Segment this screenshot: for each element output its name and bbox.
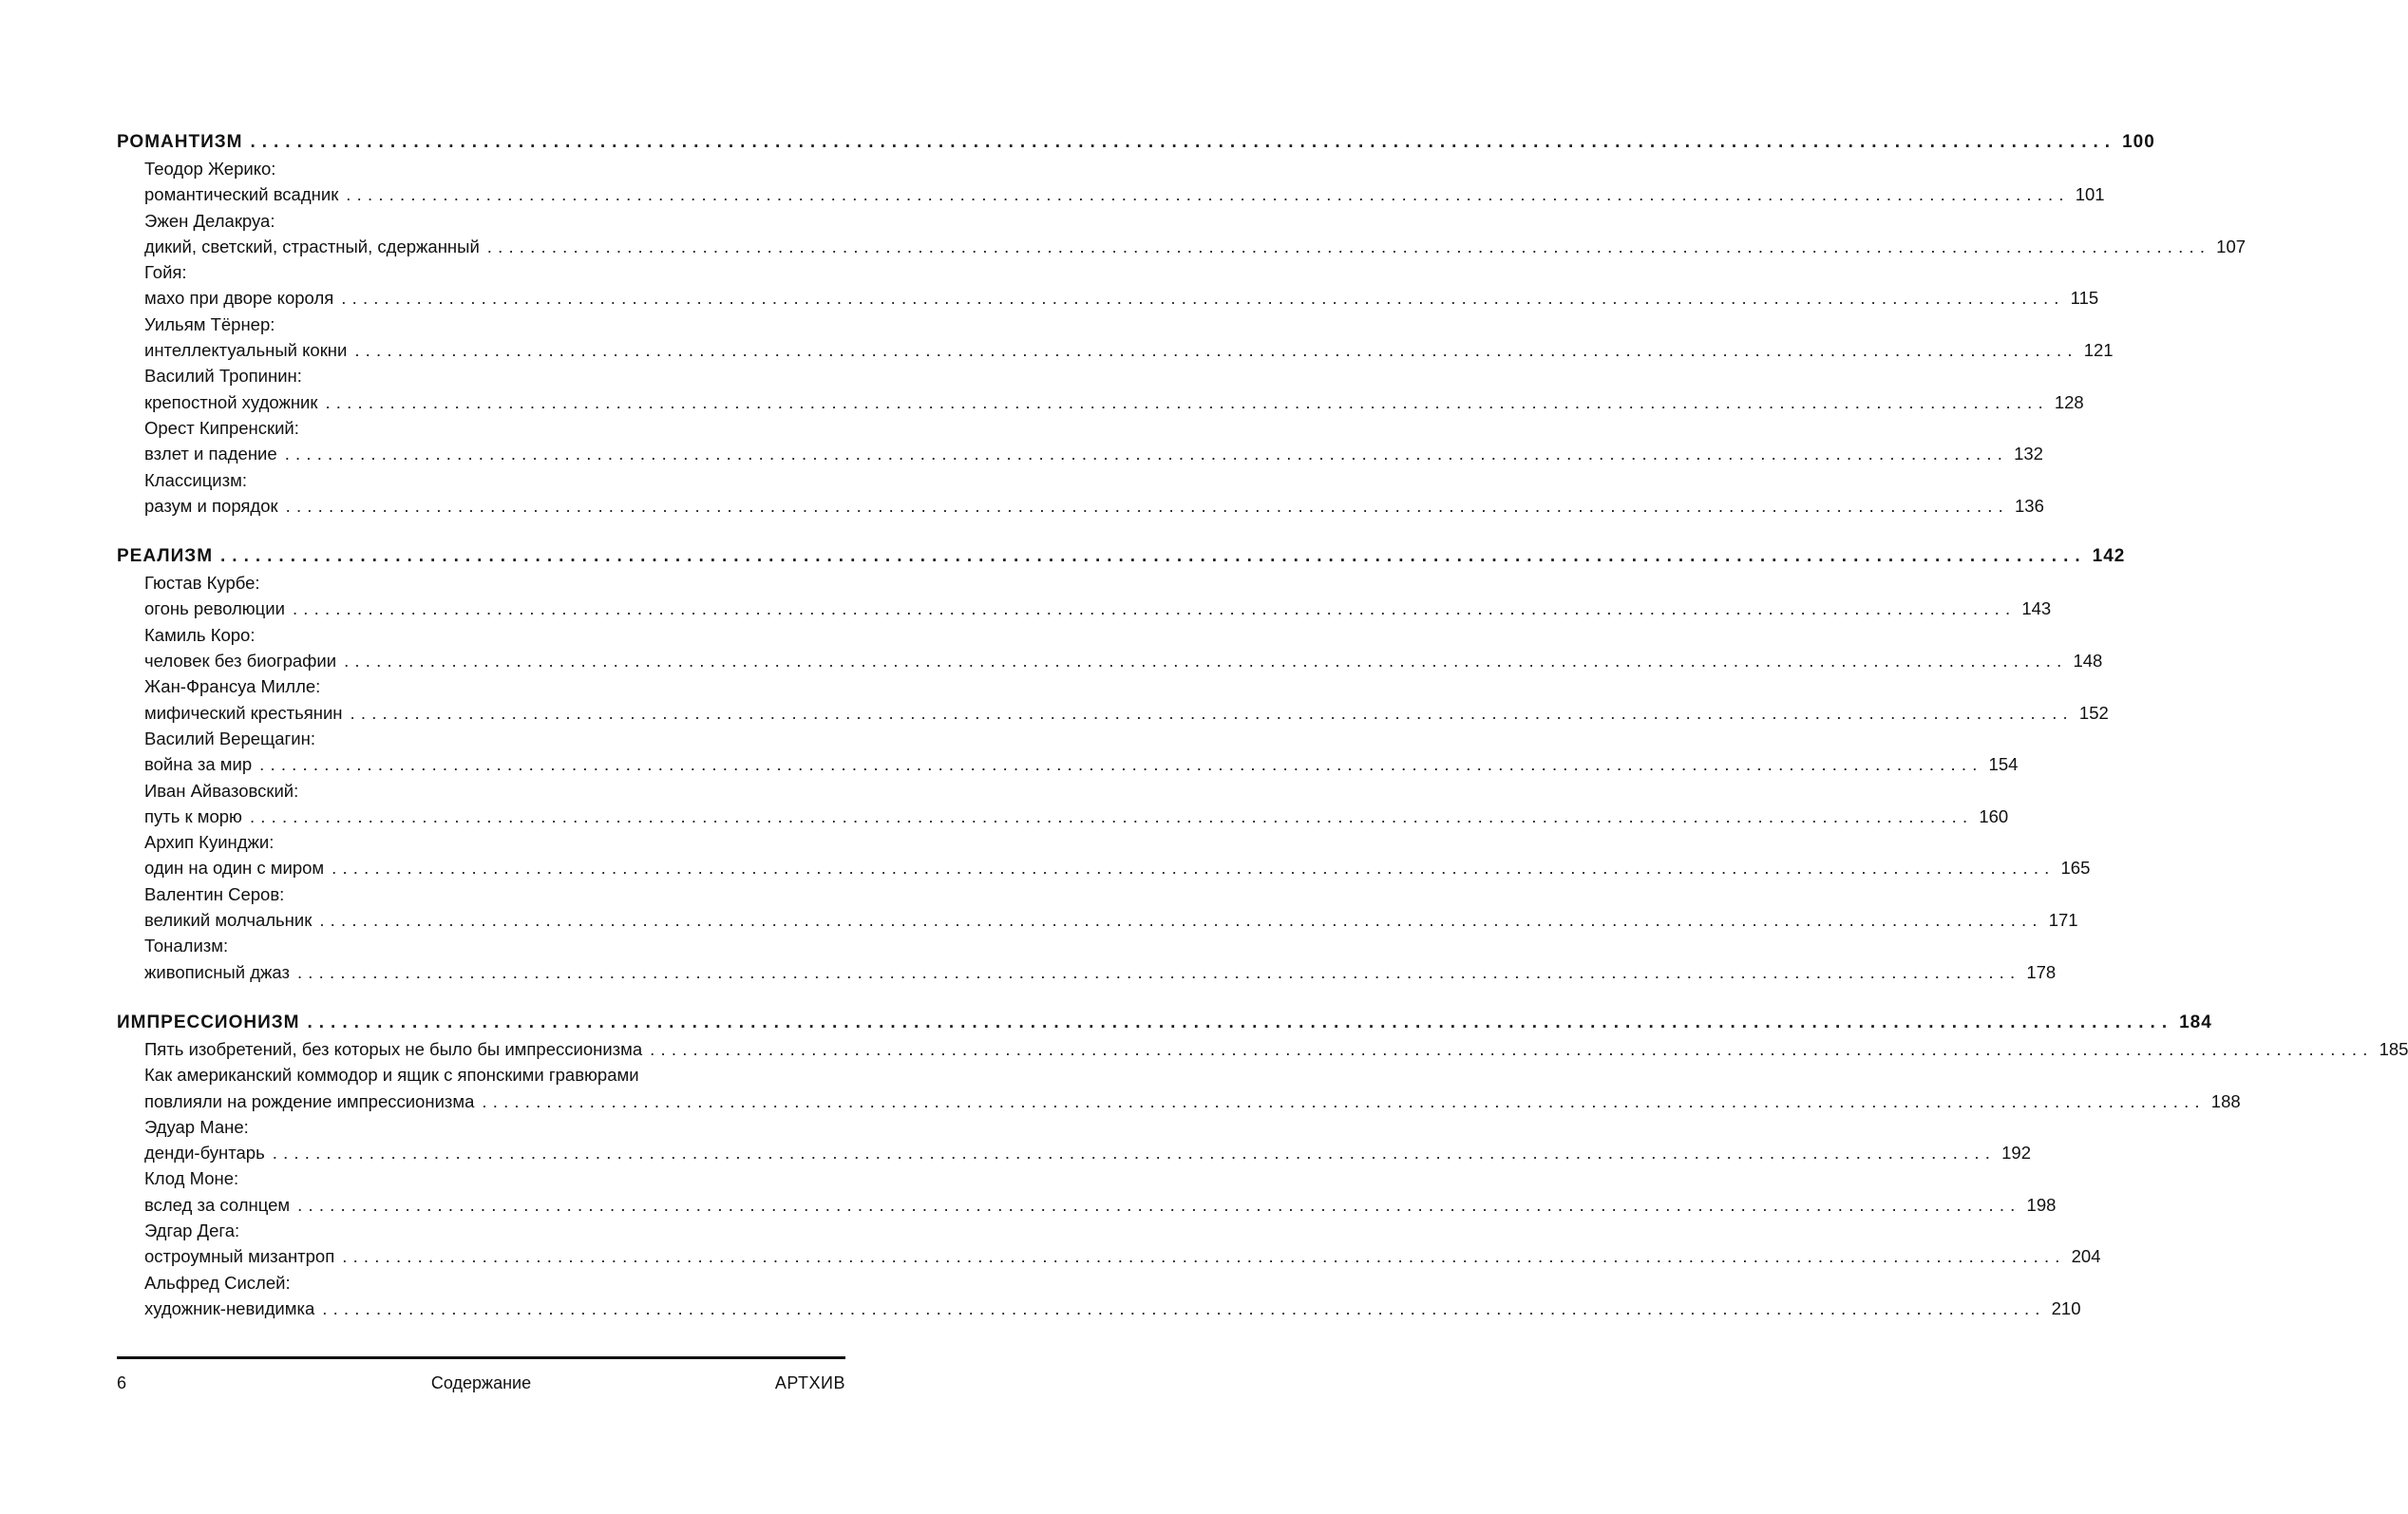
entry-subtitle-line [144,598,2052,624]
entry-page-number: 210 [2051,1297,2081,1318]
toc-entry [144,624,2103,677]
entry-title: Эдуар Мане: [144,1116,249,1137]
entry-title: Гюстав Курбе: [144,573,260,594]
entry-subtitle: повлияли на рождение импрессионизма [144,1090,475,1111]
entry-subtitle-line [144,340,2114,366]
dot-leader: ................................................................................................................................................................ [344,651,2068,672]
dot-leader: ................................................................................................................................................................ [307,1012,2174,1032]
entry-title-line [144,832,841,858]
toc-entry [144,159,2105,211]
entry-title-line [144,1065,841,1090]
page-footer [117,1373,845,1398]
dot-leader: ................................................................................................................................................................ [486,236,2211,256]
entry-title: Эжен Делакруа: [144,210,275,231]
dot-leader: ................................................................................................................................................................ [350,702,2074,723]
entry-page-number: 178 [2026,961,2057,982]
toc-entry [144,366,2084,418]
dot-leader: ................................................................................................................................................................ [341,288,2065,309]
toc-entry [144,417,2043,470]
entry-page-number: 107 [2216,236,2247,256]
toc-entry [144,780,2009,833]
entry-subtitle-line [144,651,2103,676]
toc-entry [144,469,2044,522]
entry-subtitle-line [144,1090,2241,1117]
entry-page-number: 160 [1979,805,2009,826]
entry-page-number: 143 [2021,598,2052,619]
entry-title: Как американский коммодор и ящик с японскими гравюрами [144,1065,639,1086]
section-heading [117,1012,2212,1039]
dot-leader: ................................................................................................................................................................ [296,961,2021,982]
entry-page-number: 204 [2071,1246,2101,1267]
entry-subtitle: художник-невидимка [144,1297,315,1318]
section-entries [117,1038,2408,1324]
toc-entry [144,1116,2031,1169]
entry-subtitle-line [144,858,2091,883]
entry-title-line [144,159,841,184]
toc-entry [144,262,2099,314]
entry-title-line [144,262,841,288]
entry-subtitle: великий молчальник [144,910,313,931]
dot-leader: ................................................................................................................................................................ [250,132,2117,152]
entry-subtitle-line [144,236,2247,262]
footer-brand: АРТХИВ [774,1373,845,1392]
footer-page-number: 6 [117,1373,127,1392]
entry-page-number: 198 [2026,1194,2057,1215]
entry-title: Василий Тропинин: [144,366,302,387]
entry-subtitle: живописный джаз [144,961,290,982]
dot-leader: ................................................................................................................................................................ [482,1090,2206,1111]
entry-title: Валентин Серов: [144,883,285,904]
entry-title: Архип Куинджи: [144,832,275,853]
entry-subtitle: путь к морю [144,805,242,826]
entry-title-line [144,781,841,806]
entry-title: Клод Моне: [144,1168,239,1189]
dot-leader: ................................................................................................................................................................ [354,340,2078,361]
entry-subtitle: крепостной художник [144,391,318,412]
dot-leader: ................................................................................................................................................................ [284,444,2009,464]
entry-subtitle: денди-бунтарь [144,1143,265,1164]
entry-subtitle-line [144,391,2084,418]
section-heading [117,546,2126,573]
toc-section [117,1012,2408,1324]
section-title: РОМАНТИЗМ [117,132,243,152]
entry-page-number: 154 [1988,754,2019,775]
dot-leader: ................................................................................................................................................................ [650,1038,2374,1059]
entry-page-number: 148 [2073,651,2103,672]
dot-leader: ................................................................................................................................................................ [297,1194,2021,1215]
dot-leader: ................................................................................................................................................................ [325,391,2049,412]
toc-entry [144,313,2114,367]
entry-page-number: 152 [2078,702,2109,723]
entry-title-line [144,1168,841,1194]
entry-subtitle: взлет и падение [144,444,277,464]
entry-title-line [144,1273,841,1298]
entry-title-line [144,470,841,496]
entry-title-line [144,936,841,961]
toc-entry [144,936,2057,988]
entry-subtitle-line [144,910,2078,936]
entry-title: Иван Айвазовский: [144,780,299,801]
entry-subtitle-line [144,961,2057,988]
dot-leader: ................................................................................................................................................................ [322,1297,2046,1318]
toc-entry [144,832,2091,884]
entry-subtitle: остроумный мизантроп [144,1246,335,1267]
entry-title-line [144,884,841,910]
entry-title-line [144,314,841,340]
section-title: РЕАЛИЗМ [117,546,214,567]
toc-entry [144,1220,2101,1273]
entry-title: Жан-Франсуа Милле: [144,676,321,697]
section-entries [117,573,2109,988]
footer-divider [117,1356,845,1359]
toc-entry [144,1038,2408,1065]
footer-title: Содержание [430,1373,532,1392]
entry-subtitle: Пять изобретений, без которых не было бы импрессионизма [144,1038,643,1059]
entry-subtitle: один на один с миром [144,858,325,879]
dot-leader: ................................................................................................................................................................ [292,598,2017,619]
entry-title: Гойя: [144,262,187,283]
entry-subtitle: махо при дворе короля [144,288,334,309]
toc-section [117,546,2126,988]
entry-subtitle: человек без биографии [144,651,337,672]
table-of-contents [117,132,2408,1349]
dot-leader: ................................................................................................................................................................ [249,805,1974,826]
section-heading [117,132,2155,159]
entry-title: Теодор Жерико: [144,159,276,179]
entry-subtitle: разум и порядок [144,495,278,516]
entry-title-line [144,211,841,237]
entry-page-number: 192 [2001,1143,2031,1164]
dot-leader: ................................................................................................................................................................ [272,1143,1997,1164]
entry-title-line [144,729,841,754]
entry-page-number: 121 [2083,340,2114,361]
dot-leader: ................................................................................................................................................................ [342,1246,2066,1267]
entry-page-number: 128 [2054,391,2084,412]
entry-page-number: 101 [2075,184,2105,205]
entry-title-line [144,1117,841,1143]
dot-leader: ................................................................................................................................................................ [259,754,1983,775]
entry-page-number: 185 [2379,1038,2408,1059]
entry-title: Василий Верещагин: [144,728,315,748]
entry-subtitle-line [144,1194,2057,1221]
toc-entry [144,883,2078,937]
entry-page-number: 132 [2014,444,2043,464]
entry-title-line [144,366,841,391]
entry-subtitle-line [144,1038,2408,1065]
entry-title-line [144,573,841,598]
entry-title: Тонализм: [144,936,229,956]
section-page-number: 100 [2122,132,2155,152]
entry-title: Орест Кипренский: [144,417,299,438]
entry-title: Камиль Коро: [144,624,256,645]
entry-subtitle: дикий, светский, страстный, сдержанный [144,236,480,256]
toc-entry [144,1272,2081,1325]
entry-title: Эдгар Дега: [144,1220,240,1240]
entry-subtitle-line [144,444,2043,469]
entry-title: Классицизм: [144,469,247,490]
toc-entry [144,1168,2057,1221]
entry-title-line [144,625,841,651]
dot-leader: ................................................................................................................................................................ [285,495,2009,516]
entry-title-line [144,676,841,702]
entry-page-number: 115 [2070,288,2099,309]
entry-subtitle-line [144,805,2009,832]
entry-subtitle-line [144,184,2105,210]
toc-entry [144,728,2019,781]
entry-subtitle-line [144,754,2019,780]
dot-leader: ................................................................................................................................................................ [319,910,2043,931]
dot-leader: ................................................................................................................................................................ [346,184,2070,205]
entry-subtitle-line [144,1246,2101,1272]
toc-section [117,132,2247,521]
dot-leader: ................................................................................................................................................................ [220,546,2087,567]
entry-subtitle: огонь революции [144,598,285,619]
entry-title-line [144,418,841,444]
entry-subtitle-line [144,288,2099,313]
entry-subtitle: война за мир [144,754,253,775]
entry-subtitle: романтический всадник [144,184,339,205]
section-entries [117,159,2247,521]
dot-leader: ................................................................................................................................................................ [332,858,2056,879]
entry-page-number: 171 [2048,910,2078,931]
entry-title: Альфред Сислей: [144,1272,291,1293]
entry-page-number: 188 [2210,1090,2241,1111]
entry-title-line [144,1221,841,1246]
toc-entry [144,676,2109,729]
section-title: ИМПРЕССИОНИЗМ [117,1012,300,1032]
entry-page-number: 136 [2015,495,2044,516]
entry-subtitle: интеллектуальный кокни [144,340,348,361]
entry-subtitle-line [144,702,2109,729]
entry-subtitle: вслед за солнцем [144,1194,291,1215]
toc-entry [144,573,2052,625]
entry-subtitle-line [144,1297,2081,1324]
toc-entry [144,1065,2241,1117]
entry-page-number: 165 [2060,858,2091,879]
entry-subtitle-line [144,1143,2031,1168]
section-page-number: 184 [2179,1012,2212,1032]
entry-subtitle: мифический крестьянин [144,702,343,723]
entry-title: Уильям Тёрнер: [144,313,275,334]
entry-subtitle-line [144,495,2044,521]
toc-entry [144,210,2247,263]
section-page-number: 142 [2092,546,2126,567]
